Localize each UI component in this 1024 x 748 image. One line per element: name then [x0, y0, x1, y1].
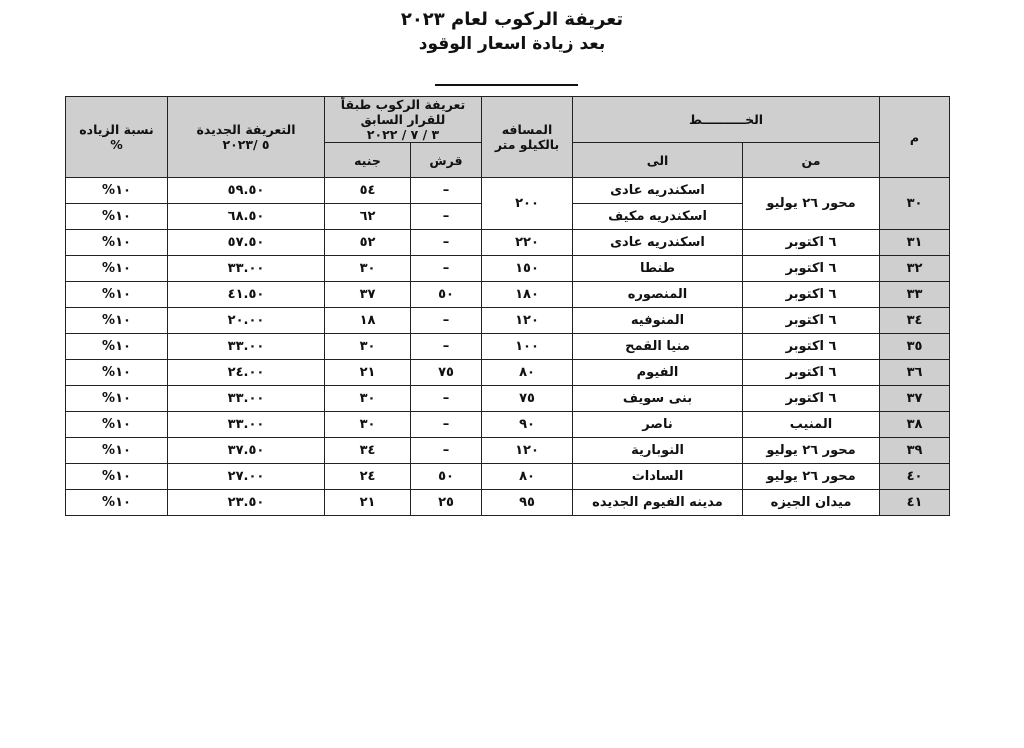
row-distance: ٩٠ — [482, 412, 573, 438]
row-to: اسكندريه عادى — [573, 178, 743, 204]
row-new-fare: ٥٩.٥٠ — [168, 178, 325, 204]
row-number: ٣٠ — [880, 178, 950, 230]
header-old-fare-line2: للقرار السابق — [360, 112, 446, 127]
row-piasters: ٥٠ — [411, 464, 482, 490]
table-row — [66, 334, 950, 360]
row-piasters: ٧٥ — [411, 360, 482, 386]
row-from: ٦ اكتوبر — [743, 360, 880, 386]
row-number: ٣٧ — [880, 386, 950, 412]
row-from: ٦ اكتوبر — [743, 282, 880, 308]
header-from: من — [743, 143, 880, 178]
row-to: السادات — [573, 464, 743, 490]
row-increase: ١٠% — [66, 308, 168, 334]
header-distance-line2: بالكيلو متر — [494, 137, 560, 152]
row-pounds: ٥٢ — [325, 230, 411, 256]
header-num: م — [880, 97, 950, 178]
row-number: ٣٢ — [880, 256, 950, 282]
row-distance: ١٢٠ — [482, 308, 573, 334]
row-piasters: – — [411, 178, 482, 204]
header-new-fare-line1: التعريفة الجديدة — [196, 122, 296, 137]
row-to: المنصوره — [573, 282, 743, 308]
row-piasters: – — [411, 334, 482, 360]
row-number: ٣٨ — [880, 412, 950, 438]
row-piasters: ٥٠ — [411, 282, 482, 308]
row-new-fare: ٣٧.٥٠ — [168, 438, 325, 464]
header-distance — [482, 97, 573, 178]
row-increase: ١٠% — [66, 438, 168, 464]
row-to: طنطا — [573, 256, 743, 282]
row-pounds: ٢١ — [325, 490, 411, 516]
row-piasters: – — [411, 204, 482, 230]
row-piasters: – — [411, 308, 482, 334]
row-distance: ٩٥ — [482, 490, 573, 516]
row-increase: ١٠% — [66, 386, 168, 412]
table-row — [66, 360, 950, 386]
row-pounds: ٣٠ — [325, 412, 411, 438]
document-title — [0, 8, 1024, 56]
title-line-2: بعد زيادة اسعار الوقود — [418, 34, 606, 54]
header-old-fare-line3: ٣ / ٧ / ٢٠٢٢ — [366, 127, 440, 142]
header-new-fare-line2: ٥ /٢٠٢٣ — [222, 137, 270, 152]
fare-table — [65, 96, 950, 516]
row-distance: ١٠٠ — [482, 334, 573, 360]
row-piasters: – — [411, 412, 482, 438]
row-new-fare: ٣٣.٠٠ — [168, 334, 325, 360]
row-from: ٦ اكتوبر — [743, 308, 880, 334]
table-row — [66, 256, 950, 282]
row-piasters: – — [411, 256, 482, 282]
row-pounds: ٦٢ — [325, 204, 411, 230]
row-from: ٦ اكتوبر — [743, 386, 880, 412]
title-line-1: تعريفة الركوب لعام ٢٠٢٣ — [400, 9, 624, 30]
row-pounds: ٥٤ — [325, 178, 411, 204]
row-new-fare: ٣٣.٠٠ — [168, 412, 325, 438]
row-number: ٣٣ — [880, 282, 950, 308]
header-increase — [66, 97, 168, 178]
row-number: ٣٤ — [880, 308, 950, 334]
row-distance: ٧٥ — [482, 386, 573, 412]
row-number: ٤١ — [880, 490, 950, 516]
header-old-fare-line1: تعريفة الركوب طبقاً — [340, 97, 466, 112]
header-new-fare — [168, 97, 325, 178]
row-distance: ١٢٠ — [482, 438, 573, 464]
header-line-group: الخــــــــــط — [573, 97, 880, 143]
row-increase: ١٠% — [66, 464, 168, 490]
table-row — [66, 490, 950, 516]
table-row — [66, 308, 950, 334]
header-old-fare — [325, 97, 482, 143]
row-increase: ١٠% — [66, 282, 168, 308]
row-piasters: – — [411, 386, 482, 412]
row-from: ٦ اكتوبر — [743, 334, 880, 360]
row-increase: ١٠% — [66, 360, 168, 386]
row-number: ٤٠ — [880, 464, 950, 490]
row-to: الفيوم — [573, 360, 743, 386]
row-number: ٣١ — [880, 230, 950, 256]
row-new-fare: ٥٧.٥٠ — [168, 230, 325, 256]
header-row-1 — [66, 97, 950, 143]
row-new-fare: ٢٠.٠٠ — [168, 308, 325, 334]
row-number: ٣٦ — [880, 360, 950, 386]
header-piasters: قرش — [411, 143, 482, 178]
header-increase-line2: % — [110, 137, 123, 152]
row-increase: ١٠% — [66, 334, 168, 360]
row-distance: ٢٠٠ — [482, 178, 573, 230]
table-row — [66, 230, 950, 256]
row-pounds: ١٨ — [325, 308, 411, 334]
row-new-fare: ٣٣.٠٠ — [168, 256, 325, 282]
header-pounds: جنيه — [325, 143, 411, 178]
row-increase: ١٠% — [66, 204, 168, 230]
row-new-fare: ٢٤.٠٠ — [168, 360, 325, 386]
row-increase: ١٠% — [66, 230, 168, 256]
row-from: محور ٢٦ يوليو — [743, 438, 880, 464]
row-pounds: ٢١ — [325, 360, 411, 386]
table-row — [66, 438, 950, 464]
table-row — [66, 464, 950, 490]
row-to: منيا القمح — [573, 334, 743, 360]
row-to: اسكندريه عادى — [573, 230, 743, 256]
row-from: ميدان الجيزه — [743, 490, 880, 516]
row-to: بنى سويف — [573, 386, 743, 412]
row-increase: ١٠% — [66, 490, 168, 516]
row-number: ٣٩ — [880, 438, 950, 464]
row-increase: ١٠% — [66, 412, 168, 438]
header-increase-line1: نسبة الزياده — [79, 122, 154, 137]
row-distance: ١٨٠ — [482, 282, 573, 308]
title-underline — [435, 84, 578, 86]
row-pounds: ٣٠ — [325, 386, 411, 412]
row-to: مدينه الفيوم الجديده — [573, 490, 743, 516]
row-piasters: – — [411, 438, 482, 464]
header-to: الى — [573, 143, 743, 178]
table-row — [66, 412, 950, 438]
row-new-fare: ٢٣.٥٠ — [168, 490, 325, 516]
row-pounds: ٣٤ — [325, 438, 411, 464]
table-row — [66, 282, 950, 308]
row-distance: ١٥٠ — [482, 256, 573, 282]
row-from: محور ٢٦ يوليو — [743, 464, 880, 490]
row-new-fare: ٤١.٥٠ — [168, 282, 325, 308]
row-number: ٣٥ — [880, 334, 950, 360]
row-pounds: ٣٠ — [325, 334, 411, 360]
row-new-fare: ٣٣.٠٠ — [168, 386, 325, 412]
row-new-fare: ٢٧.٠٠ — [168, 464, 325, 490]
header-distance-line1: المسافه — [501, 122, 553, 137]
table-row — [66, 386, 950, 412]
row-from: محور ٢٦ يوليو — [743, 178, 880, 230]
row-increase: ١٠% — [66, 256, 168, 282]
row-distance: ٨٠ — [482, 360, 573, 386]
row-pounds: ٢٤ — [325, 464, 411, 490]
row-piasters: – — [411, 230, 482, 256]
row-piasters: ٢٥ — [411, 490, 482, 516]
row-distance: ٢٢٠ — [482, 230, 573, 256]
row-to: اسكندريه مكيف — [573, 204, 743, 230]
row-distance: ٨٠ — [482, 464, 573, 490]
row-to: النوبارية — [573, 438, 743, 464]
row-pounds: ٣٧ — [325, 282, 411, 308]
row-from: ٦ اكتوبر — [743, 230, 880, 256]
row-pounds: ٣٠ — [325, 256, 411, 282]
row-from: المنيب — [743, 412, 880, 438]
row-increase: ١٠% — [66, 178, 168, 204]
row-new-fare: ٦٨.٥٠ — [168, 204, 325, 230]
row-from: ٦ اكتوبر — [743, 256, 880, 282]
row-to: المنوفيه — [573, 308, 743, 334]
row-to: ناصر — [573, 412, 743, 438]
table-row — [66, 178, 950, 204]
